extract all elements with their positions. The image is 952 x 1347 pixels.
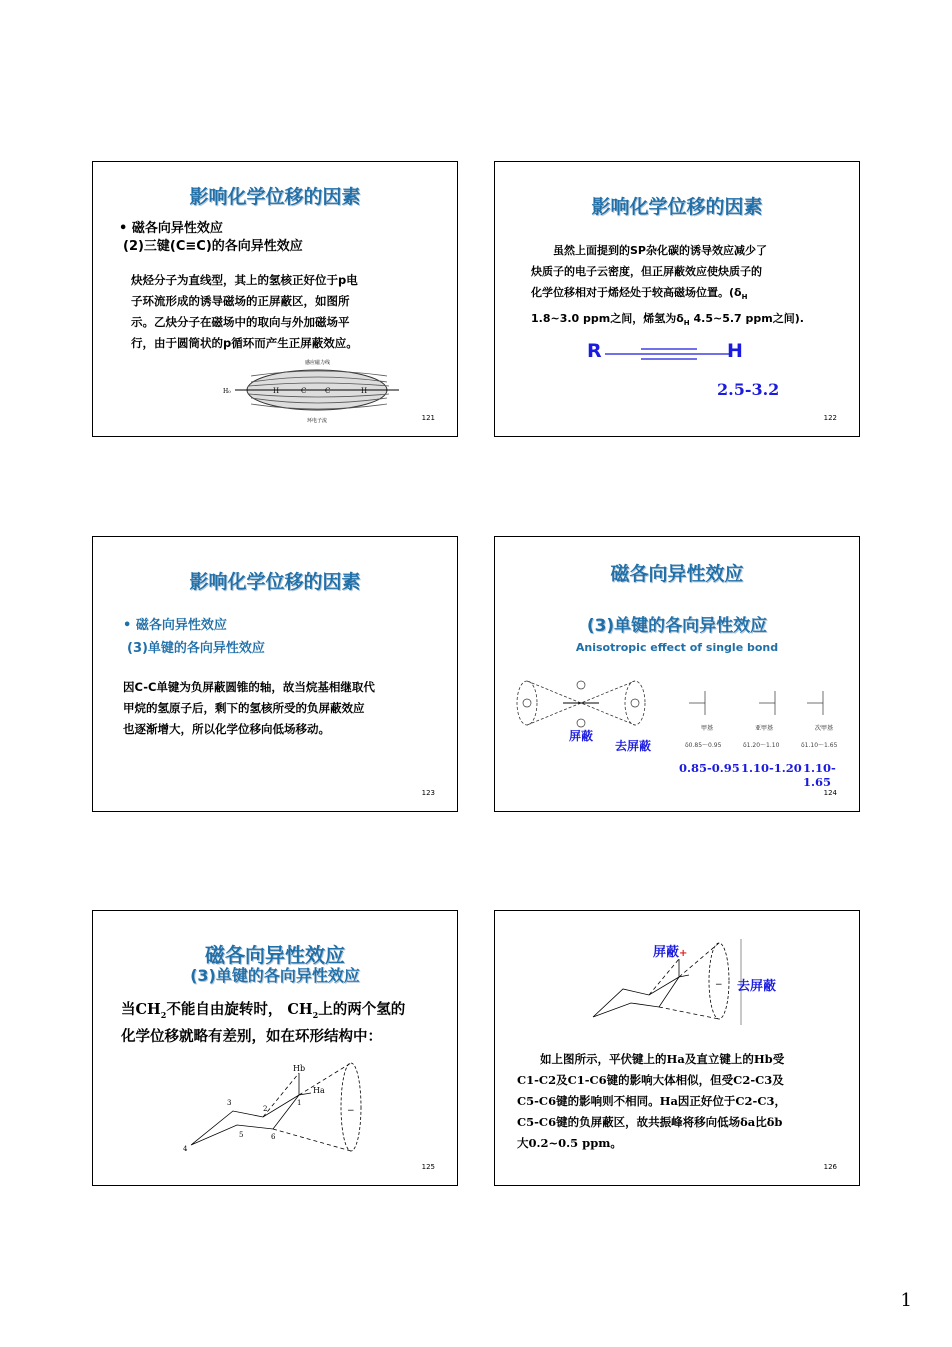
deshield-label: 去屏蔽 [737,979,777,994]
svg-text:感应磁力线: 感应磁力线 [305,360,331,366]
page-number: 1 [900,1290,912,1311]
cyclohexane-cone-figure [177,1059,377,1159]
slide-124: 磁各向异性效应 (3)单键的各向异性效应 Anisotropic effect of single bond 屏蔽 去屏蔽 甲基 亚甲基 次甲基 δ0.85～0.95 δ1.20～1.10 δ1.10～1.65 0.85-0.95 1.10-1.20 1.10-1.65 124 [494,536,860,812]
slide-122 [494,161,860,437]
deshield-label: 去屏蔽 [615,739,652,753]
slide-title: 磁各向异性效应 [610,563,744,585]
svg-text:C: C [325,387,331,395]
slide-title: 磁各向异性效应 [205,943,345,967]
body-text: 炔烃分子为直线型，其上的氢核正好位于p电 子环流形成的诱导磁场的正屏蔽区，如图所 示。乙炔分子在磁场中的取向与外加磁场平 行，由于圆筒状的p循环而产生正屏蔽效应。 [131,273,358,350]
formula-h: H [727,340,743,362]
svg-text:C: C [301,387,307,395]
svg-text:6: 6 [271,1133,276,1141]
svg-text:环电子流: 环电子流 [307,418,328,424]
shield-label: 屏蔽 [569,729,594,743]
svg-text:Hb: Hb [293,1064,306,1073]
slide-subtitle: (3)单键的各向异性效应 [586,616,768,636]
slide-title: 影响化学位移的因素 [591,196,763,218]
svg-text:H₀: H₀ [223,388,231,395]
slide-page-number: 124 [823,789,837,797]
slide-subtitle-en: Anisotropic effect of single bond [575,641,779,654]
body-text: 虽然上面提到的SP杂化碳的诱导效应减少了 炔质子的电子云密度，但正屏蔽效应使炔质子的 化学位移相对于烯烃处于较高磁场位置。($\delta_H$ 1.8~3.0 ppm之间，烯氢为$\delta_H$ 4.5~5.7 ppm之间). [531,244,804,328]
slide-123 [92,536,458,812]
slide-subtitle: (3)单键的各向异性效应 [190,966,360,985]
alkyl-structures [675,683,855,727]
bullet-text: • 磁各向异性效应 [119,221,223,236]
svg-text:H: H [361,387,368,395]
slide-page-number: 121 [421,414,435,422]
svg-text:−: − [715,980,723,990]
subtitle-text: (2)三键(C≡C)的各向异性效应 [123,239,303,254]
slide-title: 影响化学位移的因素 [189,571,361,593]
slide-page-number: 123 [421,789,435,797]
slide-126 [494,910,860,1186]
svg-text:1: 1 [297,1099,302,1107]
slide-125 [92,910,458,1186]
body-text: 如上图所示，平伏键上的Ha及直立键上的Hb受 C1-C2及C1-C6键的影响大体相似，但受C2-C3及 C5-C6键的影响则不相同。Ha因正好位于C2-C3， C5-C6键的负屏蔽区，故共振峰将移向低场δa比δb 大0.2~0.5 ppm。 [517,1052,786,1150]
slide-121 [92,161,458,437]
svg-text:−: − [347,1106,355,1116]
cyclohexane-cone-figure [583,939,753,1025]
subtitle-text: (3)单键的各向异性效应 [127,641,265,656]
svg-text:4: 4 [183,1145,188,1153]
svg-text:Ha: Ha [313,1086,325,1095]
slide-title: 影响化学位移的因素 [189,186,361,208]
slide-page-number: 126 [823,1163,837,1171]
svg-text:5: 5 [239,1131,244,1139]
formula-r: R [587,340,602,362]
shift-value: 2.5-3.2 [717,380,780,399]
triple-bond-line [605,346,729,362]
body-text: 当$CH_2$不能自由旋转时， $CH_2$上的两个氢的 化学位移就略有差别，如在环形结构中： [121,1001,406,1045]
svg-text:H: H [273,387,280,395]
acetylene-cylinder-figure [221,358,401,424]
shield-label: 屏蔽+ [653,945,688,960]
svg-text:3: 3 [227,1099,232,1107]
svg-text:2: 2 [263,1105,268,1113]
slide-page-number: 122 [823,414,837,422]
body-text: 因C-C单键为负屏蔽圆锥的轴，故当烷基相继取代 甲烷的氢原子后，剩下的氢核所受的负屏蔽效应 也逐渐增大，所以化学位移向低场移动。 [123,680,375,736]
bullet-text: • 磁各向异性效应 [123,618,227,633]
slide-page-number: 125 [421,1163,435,1171]
